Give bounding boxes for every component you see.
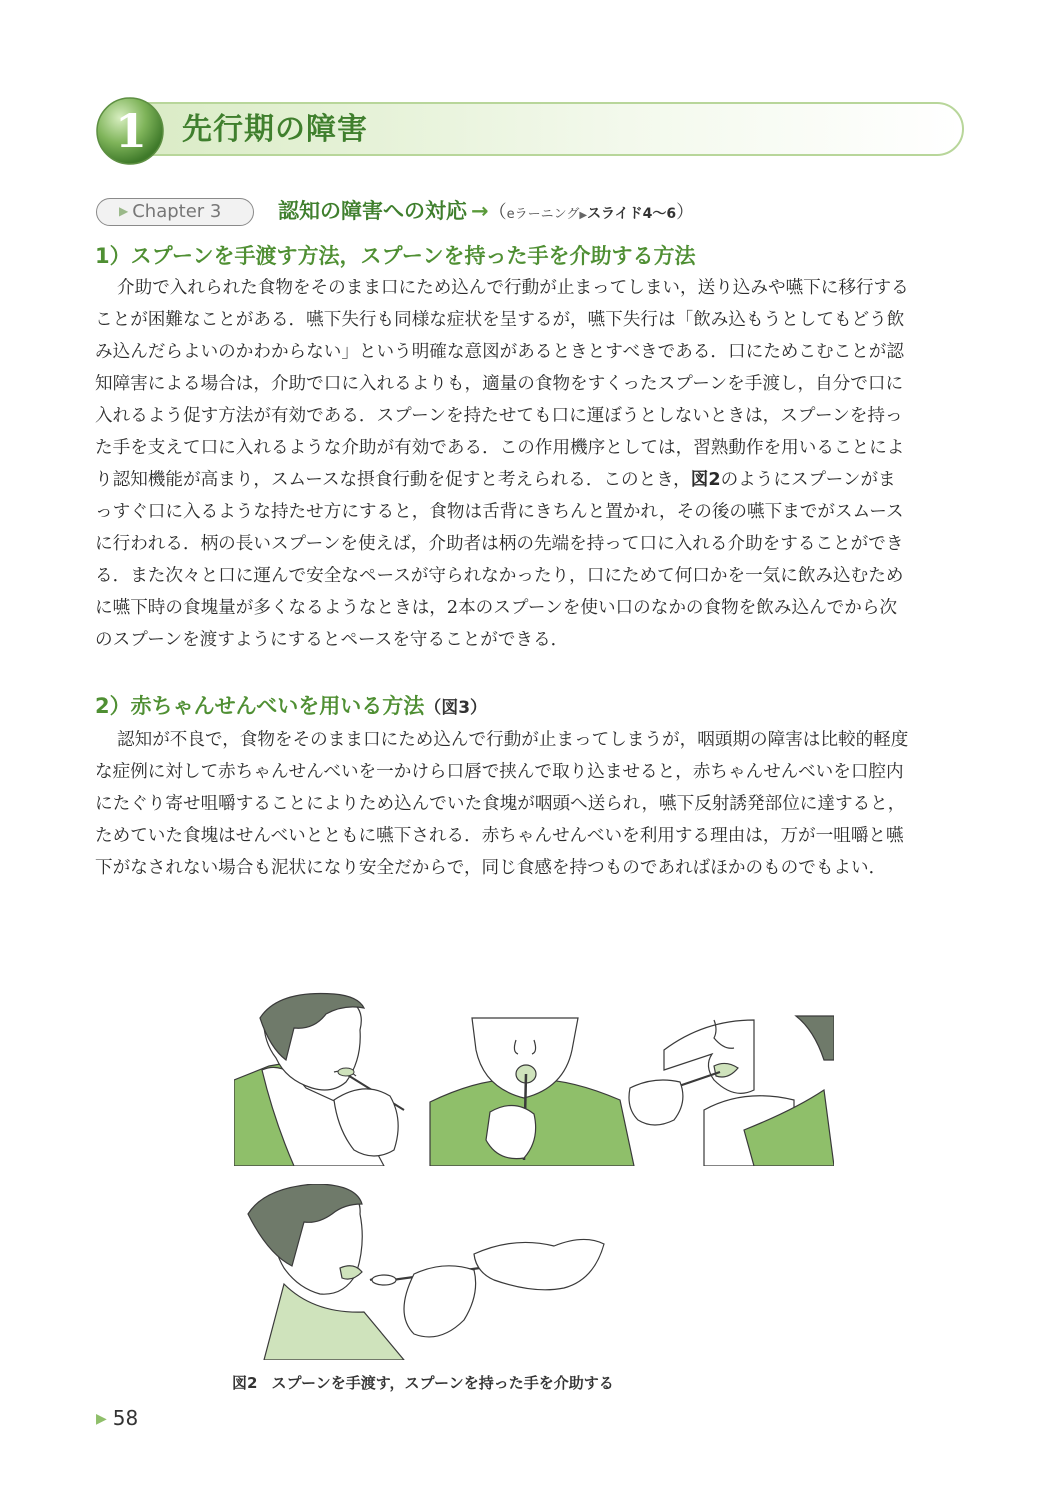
text-line: み込んだらよいのかわからない」という明確な意図があるときとすべきである．口にためこむことが認	[95, 342, 904, 362]
text-line: ためていた食塊はせんべいとともに嚥下される．赤ちゃんせんべいを利用する理由は，万が一咀嚼と嚥	[95, 826, 904, 846]
text-line: 介助で入れられた食物をそのまま口にため込んで行動が止まってしまい，送り込みや嚥下に移行する	[117, 278, 909, 298]
text-line: ことが困難なことがある．嚥下失行も同様な症状を呈するが，嚥下失行は「飲み込もうとしてもどう飲	[95, 310, 905, 330]
figure-illustration-row-2	[244, 1184, 614, 1360]
text-line: 下がなされない場合も泥状になり安全だからで，同じ食感を持つものであればほかのものでもよい．	[95, 858, 887, 878]
text-line: 認知が不良で，食物をそのまま口にため込んで行動が止まってしまうが，咽頭期の障害は比較的軽度	[117, 730, 909, 750]
section-title: 先行期の障害	[182, 112, 368, 147]
figure-reference: 図2	[690, 470, 721, 490]
illustration-spoon-in-mouth	[430, 1018, 634, 1166]
text-line: にたぐり寄せ咀嚼することによりため込んでいた食塊が咽頭へ送られ，嚥下反射誘発部位に達すると，	[95, 794, 906, 814]
section-number-badge	[95, 96, 165, 166]
figure-caption-text: スプーンを手渡す，スプーンを持った手を介助する	[271, 1374, 614, 1392]
illustration-assisted-spoon	[629, 1016, 834, 1166]
paragraph-2	[95, 724, 908, 884]
text-line: のスプーンを渡すようにするとペースを守ることができる．	[95, 630, 569, 650]
close-paren: ）	[676, 202, 695, 223]
chapter-label: Chapter 3	[132, 201, 222, 222]
text-line	[95, 464, 909, 496]
text-line: 入れるよう促す方法が有効である．スプーンを持たせても口に運ぼうとしないときは，スプーンを持っ	[95, 406, 903, 426]
text-line: な症例に対して赤ちゃんせんべいを一かけら口唇で挟んで取り込ませると，赤ちゃんせんべいを口腔内	[95, 762, 904, 782]
figure-illustration-row-1	[234, 990, 834, 1166]
chapter-title: 認知の障害への対応	[278, 199, 467, 223]
text-line: っすぐ口に入るような持たせ方にすると，食物は舌背にきちんと置かれ，その後の嚥下までがスムース	[95, 502, 904, 522]
page-number-text: 58	[112, 1406, 139, 1430]
section-number: 1	[114, 104, 148, 158]
paragraph-1	[95, 272, 909, 656]
text-line: た手を支えて口に入れるような介助が有効である．この作用機序としては，習熟動作を用いることによ	[95, 438, 905, 458]
triangle-right-icon: ▶	[119, 204, 129, 218]
figure-caption	[232, 1372, 614, 1393]
triangle-right-icon: ▶	[579, 210, 588, 221]
slide-range: スライド4～6	[587, 206, 677, 222]
illustration-hand-over-hand	[248, 1184, 604, 1360]
open-paren: （	[488, 202, 507, 223]
subsection-heading-2	[95, 691, 487, 723]
text-line: に行われる．柄の長いスプーンを使えば，介助者は柄の先端を持って口に入れる介助をすることができ	[95, 534, 904, 554]
elearning-label: eラーニング	[506, 207, 580, 222]
heading-text: 2）赤ちゃんせんべいを用いる方法	[95, 694, 425, 718]
subsection-heading-1: 1）スプーンを手渡す方法，スプーンを持った手を介助する方法	[95, 244, 696, 268]
text-line: に嚥下時の食塊量が多くなるようなときは，2本のスプーンを使い口のなかの食物を飲み込んでから次	[95, 598, 898, 618]
triangle-right-icon: ▶	[96, 1411, 107, 1427]
figure-number: 図2	[232, 1374, 258, 1392]
text-line: 知障害による場合は，介助で口に入れるよりも，適量の食物をすくったスプーンを手渡し，自分で口に	[95, 374, 904, 394]
text-segment: り認知機能が高まり，スムースな摂食行動を促すと考えられる．このとき，	[95, 470, 691, 490]
chapter-badge	[96, 198, 254, 226]
figure-reference: （図3）	[424, 698, 488, 718]
text-line: る．また次々と口に運んで安全なペースが守られなかったり，口にためて何口かを一気に飲み込むため	[95, 566, 904, 586]
arrow-right-icon: →	[471, 199, 489, 223]
chapter-reference	[278, 196, 694, 231]
text-segment: のようにスプーンがま	[720, 470, 896, 490]
page-number	[96, 1406, 138, 1430]
illustration-self-feeding	[234, 994, 404, 1167]
